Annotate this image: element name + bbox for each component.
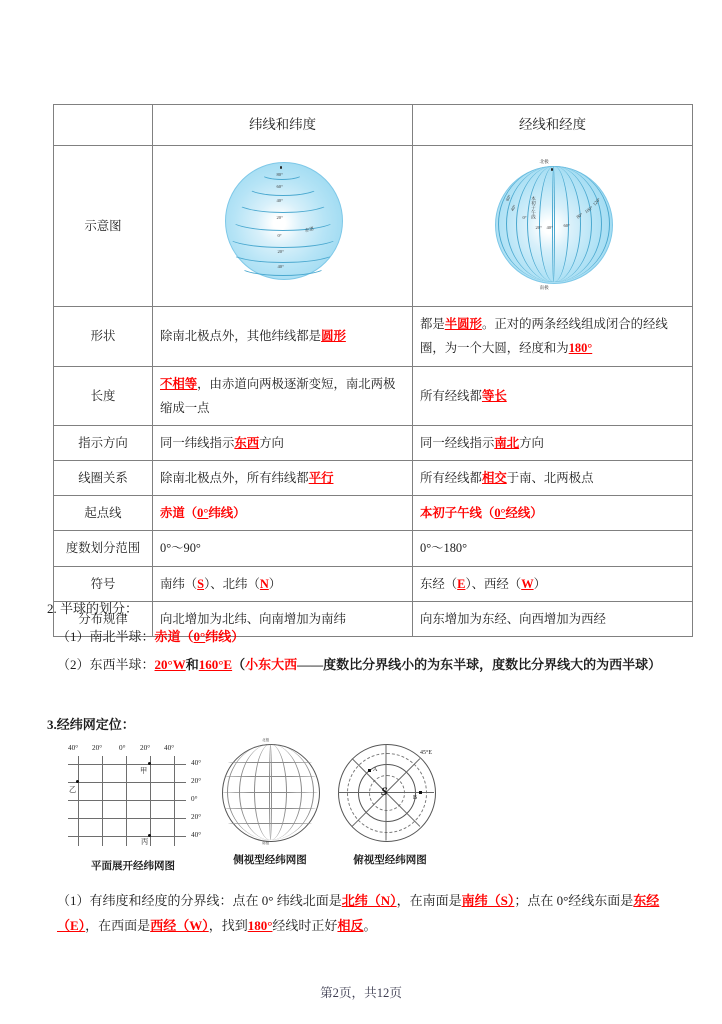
row-label-startline: 起点线 <box>54 496 153 531</box>
text-plain: （2）东西半球： <box>57 657 155 672</box>
flat-grid-caption: 平面展开经纬网图 <box>91 861 175 872</box>
side-view-figure <box>210 736 330 866</box>
grid-hline-40n <box>68 764 186 765</box>
polar-point-a-dot <box>368 769 371 772</box>
text-plain: ，在西面是 <box>85 918 151 934</box>
lon-label-60e: 60° <box>563 223 570 229</box>
figure-group <box>60 736 470 872</box>
south-pole-label: 南极 <box>539 285 549 291</box>
text-plain: 所有经线都 <box>420 471 482 486</box>
longitude-globe-figure <box>413 147 692 305</box>
grid-hline-0 <box>68 800 186 801</box>
text-highlight: 180° <box>247 918 273 934</box>
text-plain: ，找到 <box>208 918 248 934</box>
text-highlight: 纬线） <box>205 629 245 644</box>
meridian-5 <box>498 166 610 282</box>
grid-right-label-4: 20° <box>191 813 202 821</box>
text-highlight: 纬线） <box>208 506 246 521</box>
direction-longitude-value <box>413 425 693 460</box>
text-highlight: 相反 <box>337 918 364 934</box>
lon-label-100e: 100° <box>583 205 594 215</box>
text-plain: 同一经线指示 <box>420 435 495 450</box>
text-highlight: W <box>521 576 534 591</box>
row-label-symbol: 符号 <box>54 566 153 601</box>
row-label-diagram: 示意图 <box>54 146 153 307</box>
text-plain: 除南北极点外，其他纬线都是 <box>160 329 322 344</box>
text-highlight: 半圆形 <box>444 317 482 332</box>
grid-vline-40w <box>78 756 79 846</box>
section2-heading: 2. 半球的划分： <box>47 601 139 616</box>
text-highlight: 不相等 <box>160 376 198 391</box>
grid-point-bing-label: 丙 <box>141 838 149 846</box>
text-highlight: 0° <box>197 506 209 521</box>
text-highlight: E <box>457 576 466 591</box>
comparison-table <box>53 104 693 637</box>
north-pole-label: 北极 <box>539 159 549 165</box>
lon-label-120e: 120° <box>591 197 601 207</box>
text-plain: 除南北极点外，所有纬线都 <box>160 471 309 486</box>
flat-grid-figure <box>60 742 210 872</box>
latitude-globe-figure <box>153 147 412 305</box>
length-longitude-value <box>413 366 693 425</box>
lon-label-80e: 80° <box>575 211 584 220</box>
polar-point-b-label: B <box>413 795 418 801</box>
grid-vline-40e <box>174 756 175 846</box>
lat-label-60: 60° <box>276 184 283 190</box>
grid-vline-0 <box>126 756 127 846</box>
grid-hline-40s <box>68 836 186 837</box>
distribution-longitude-value: 向东增加为东经、向西增加为西经 <box>413 601 693 636</box>
length-latitude-value <box>153 366 413 425</box>
table-row-shape <box>54 307 693 366</box>
section2-item1 <box>57 624 244 649</box>
text-highlight: 180° <box>568 341 593 356</box>
text-plain: 方向 <box>259 435 284 450</box>
text-plain: 都是 <box>420 317 445 332</box>
row-label-length: 长度 <box>54 366 153 425</box>
text-plain: ） <box>268 576 282 591</box>
text-plain: 东经（ <box>420 576 458 591</box>
text-plain: 。 <box>363 918 377 934</box>
grid-vline-20e <box>150 756 151 846</box>
lat-label-s40: 40° <box>277 264 284 270</box>
text-plain: （1）有纬度和经度的分界线：点在 0° 纬线北面是 <box>57 893 342 908</box>
text-plain: （1）南北半球： <box>57 629 155 644</box>
grid-hline-20n <box>68 782 186 783</box>
polar-view-figure <box>328 736 456 866</box>
grid-top-label-3: 0° <box>119 744 126 752</box>
lat-label-20: 20° <box>276 215 283 221</box>
lon-label-20w: 20° <box>535 225 542 231</box>
text-plain: ，在南面是 <box>396 893 462 908</box>
text-highlight: 西经（W） <box>150 918 209 934</box>
grid-point-jia-label: 甲 <box>140 767 148 775</box>
header-latitude: 纬线和纬度 <box>153 105 413 146</box>
north-pole-dot <box>280 166 283 169</box>
header-blank-cell <box>54 105 153 146</box>
polar-view-caption: 俯视型经纬网图 <box>353 855 427 866</box>
text-plain: ；点在 0°经线东面是 <box>514 893 634 908</box>
side-north-pole-label: 北极 <box>262 738 270 742</box>
table-header-row <box>54 105 693 146</box>
relation-longitude-value <box>413 461 693 496</box>
grid-right-label-2: 20° <box>191 777 202 785</box>
text-highlight: S <box>197 576 205 591</box>
north-pole-dot <box>551 168 554 171</box>
grid-right-label-3: 0° <box>191 795 198 803</box>
text-highlight: 圆形 <box>321 329 346 344</box>
shape-latitude-value <box>153 307 413 366</box>
lon-label-60w: 60° <box>504 194 512 203</box>
longitude-globe-cell <box>413 146 693 307</box>
text-plain: 。正对的两条经线组成闭合的经线圈，为一个大圆，经度和为 <box>420 317 668 356</box>
text-highlight: 南北 <box>494 435 520 450</box>
grid-top-label-2: 20° <box>92 744 103 752</box>
text-highlight: 等长 <box>481 388 507 403</box>
shape-longitude-value <box>413 307 693 366</box>
text-highlight: 赤道（ <box>160 506 198 521</box>
row-label-direction: 指示方向 <box>54 425 153 460</box>
text-plain: 于南、北两极点 <box>506 471 594 486</box>
text-highlight: 赤道（ <box>154 629 194 644</box>
lat-label-80: 80° <box>276 172 283 178</box>
table-row-relation <box>54 461 693 496</box>
row-label-range: 度数划分范围 <box>54 531 153 566</box>
text-plain: ）、西经（ <box>465 576 522 591</box>
text-highlight: 160°E <box>198 657 233 672</box>
text-highlight: 0° <box>494 506 506 521</box>
range-longitude-value: 0°～180° <box>413 531 693 566</box>
row-label-distribution: 分布规律 <box>54 601 153 636</box>
section3-heading: 3.经纬网定位： <box>47 717 135 732</box>
header-longitude: 经线和经度 <box>413 105 693 146</box>
equator-label: 赤道 <box>303 226 314 234</box>
latitude-globe-cell <box>153 146 413 307</box>
startline-longitude-value <box>413 496 693 531</box>
table-row-range <box>54 531 693 566</box>
grid-right-label-5: 40° <box>191 831 202 839</box>
section4-paragraph <box>57 888 677 939</box>
table-row-direction <box>54 425 693 460</box>
text-plain: 方向 <box>519 435 544 450</box>
polar-point-b-dot <box>419 791 422 794</box>
grid-hline-20s <box>68 818 186 819</box>
range-latitude-value: 0°～90° <box>153 531 413 566</box>
lat-label-0: 0° <box>277 233 282 239</box>
polar-center-label: S <box>381 784 388 798</box>
text-plain: （ <box>232 657 246 672</box>
grid-right-label-1: 40° <box>191 759 202 767</box>
grid-top-label-1: 40° <box>68 744 79 752</box>
grid-point-yi-label: 乙 <box>69 786 77 794</box>
lat-label-s20: 20° <box>277 249 284 255</box>
direction-latitude-value <box>153 425 413 460</box>
text-plain: 同一纬线指示 <box>160 435 235 450</box>
text-plain: ）、北纬（ <box>204 576 260 591</box>
text-highlight: 东经（E） <box>57 893 660 934</box>
relation-latitude-value <box>153 461 413 496</box>
table-row-startline <box>54 496 693 531</box>
text-plain: ） <box>533 576 546 591</box>
text-highlight: 相交 <box>481 471 507 486</box>
text-highlight: 北纬（N） <box>341 893 397 908</box>
text-highlight: 小东大西 <box>245 657 298 672</box>
text-plain: 所有经线都 <box>420 388 482 403</box>
row-label-shape: 形状 <box>54 307 153 366</box>
text-highlight: 东西 <box>234 435 260 450</box>
text-plain: 南纬（ <box>160 576 198 591</box>
side-lon-3 <box>227 744 314 840</box>
text-plain: ，由赤道向两极逐渐变短，南北两极缩成一点 <box>160 376 396 415</box>
text-highlight: 20°W <box>154 657 186 672</box>
distribution-latitude-value: 向北增加为北纬、向南增加为南纬 <box>153 601 413 636</box>
prime-meridian-label: 本初子午线 <box>531 196 537 220</box>
text-highlight: 南纬（S） <box>461 893 515 908</box>
text-plain: 经线时正好 <box>272 918 338 934</box>
grid-top-label-5: 40° <box>164 744 175 752</box>
grid-vline-20w <box>102 756 103 846</box>
grid-top-label-4: 20° <box>140 744 151 752</box>
lat-label-40: 40° <box>276 198 283 204</box>
lon-label-40w: 40° <box>509 204 517 213</box>
symbol-longitude-value <box>413 566 693 601</box>
lon-label-0: 0° <box>522 215 527 221</box>
table-row-diagram <box>54 146 693 307</box>
page-footer: 第2页，共12页 <box>320 986 402 1000</box>
text-highlight: 经线） <box>505 506 543 521</box>
text-plain: ——度数比分界线小的为东半球，度数比分界线大的为西半球） <box>297 657 662 672</box>
lon-center-label: 40° <box>546 225 553 231</box>
row-label-relation: 线圈关系 <box>54 461 153 496</box>
text-highlight: 平行 <box>308 471 334 486</box>
side-view-caption: 侧视型经纬网图 <box>233 855 307 866</box>
side-south-pole-label: 南极 <box>262 841 270 845</box>
section2-item2 <box>57 652 677 677</box>
table-row-symbol <box>54 566 693 601</box>
table-row-length <box>54 366 693 425</box>
text-highlight: N <box>259 576 269 591</box>
polar-meridian-label: 45°E <box>420 750 433 756</box>
startline-latitude-value <box>153 496 413 531</box>
polar-point-a-label: A <box>373 767 378 773</box>
symbol-latitude-value <box>153 566 413 601</box>
text-highlight: 0° <box>193 629 206 644</box>
text-highlight: 本初子午线（ <box>420 506 495 521</box>
text-plain: 和 <box>185 657 199 672</box>
